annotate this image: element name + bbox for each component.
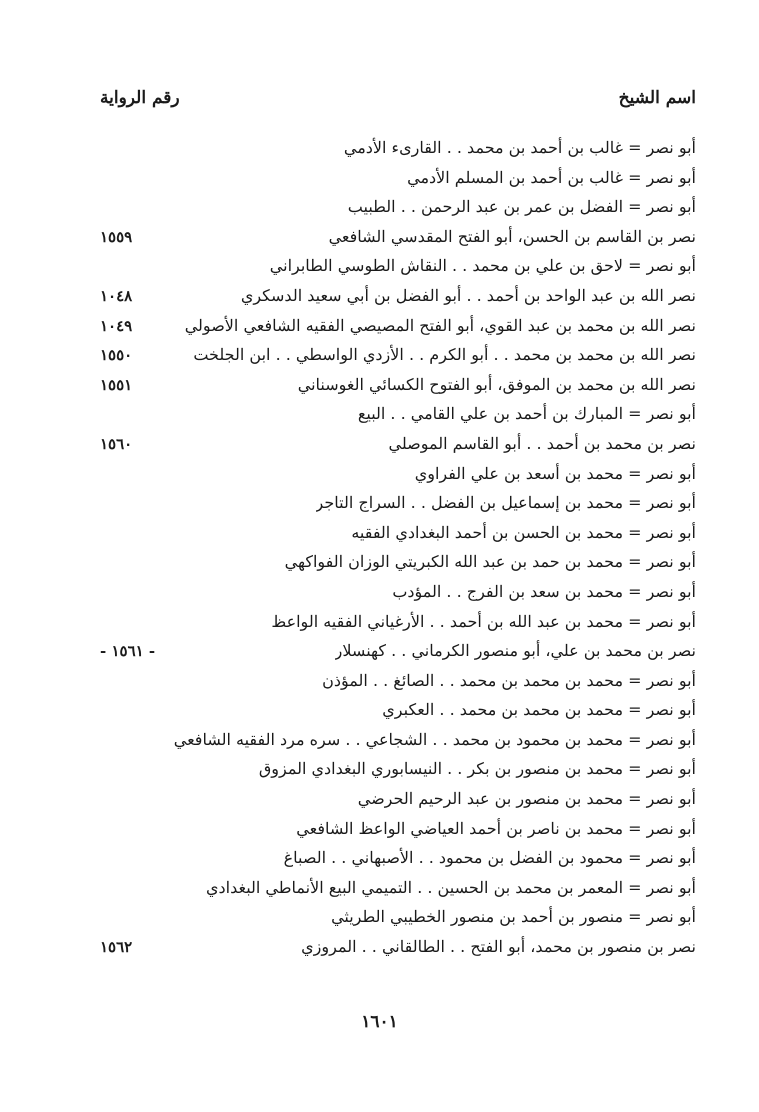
page-number: ١٦٠١ xyxy=(361,1012,398,1032)
narration-number: - ١٥٦١ - xyxy=(100,642,156,661)
sheikh-name: نصر بن القاسم بن الحسن، أبو الفتح المقدسي الشافعي xyxy=(328,226,696,246)
list-item xyxy=(100,137,696,167)
list-item xyxy=(100,285,696,315)
list-item xyxy=(100,226,696,256)
list-item xyxy=(100,729,696,759)
sheikh-name: أبو نصر = غالب بن أحمد بن محمد . . القارىء الأدمي xyxy=(343,138,696,157)
sheikh-name: أبو نصر = الفضل بن عمر بن عبد الرحمن . . الطبيب xyxy=(347,197,696,217)
sheikh-name: أبو نصر = محمد بن أسعد بن علي الفراوي xyxy=(414,463,696,483)
list-item xyxy=(100,522,696,552)
sheikh-name-heading: اسم الشيخ xyxy=(618,88,696,108)
list-item xyxy=(100,877,696,907)
list-item xyxy=(100,374,696,404)
list-item xyxy=(100,463,696,493)
sheikh-name: أبو نصر = غالب بن أحمد بن المسلم الأدمي xyxy=(407,167,696,187)
sheikh-name: نصر الله بن محمد بن محمد . . أبو الكرم . . الأزدي الواسطي . . ابن الجلخت xyxy=(193,345,696,365)
sheikh-name: نصر بن منصور بن محمد، أبو الفتح . . الطالقاني . . المروزي xyxy=(301,937,696,957)
list-item xyxy=(100,315,696,345)
narration-number-heading: رقم الرواية xyxy=(100,88,180,108)
list-item xyxy=(100,492,696,522)
sheikh-name: أبو نصر = محمود بن الفضل بن محمود . . الأصبهاني . . الصباغ xyxy=(283,848,696,868)
sheikh-name: أبو نصر = محمد بن منصور بن عبد الرحيم الحرضي xyxy=(357,789,696,809)
sheikh-name: نصر بن محمد بن أحمد . . أبو القاسم الموصلي xyxy=(388,433,696,453)
narration-number: ١٥٥٩ xyxy=(100,227,133,246)
list-item xyxy=(100,167,696,197)
sheikh-name: أبو نصر = محمد بن محمود بن محمد . . الشجاعي . . سره مرد الفقيه الشافعي xyxy=(173,729,696,749)
narration-number: ١٥٦٠ xyxy=(100,434,133,453)
sheikh-name: أبو نصر = محمد بن محمد بن محمد . . العكبري xyxy=(382,700,696,720)
list-item xyxy=(100,640,696,670)
sheikh-name: أبو نصر = محمد بن ناصر بن أحمد العياضي الواعظ الشافعي xyxy=(296,818,696,838)
list-item xyxy=(100,433,696,463)
narration-number: ١٠٤٨ xyxy=(100,286,133,305)
list-item xyxy=(100,936,696,966)
sheikh-name: أبو نصر = محمد بن إسماعيل بن الفضل . . السراج التاجر xyxy=(315,493,696,513)
list-item xyxy=(100,611,696,641)
sheikh-name: أبو نصر = محمد بن محمد بن محمد . . الصائغ . . المؤذن xyxy=(322,670,696,690)
sheikh-name: أبو نصر = محمد بن منصور بن بكر . . النيسابوري البغدادي المزوق xyxy=(258,759,696,779)
sheikh-name: نصر بن محمد بن علي، أبو منصور الكرماني . . كهنسلار xyxy=(334,641,696,661)
sheikh-name: أبو نصر = المعمر بن محمد بن الحسين . . التميمي البيع الأنماطي البغدادي xyxy=(205,877,696,897)
entries-list xyxy=(100,137,696,966)
sheikh-name: أبو نصر = محمد بن الحسن بن أحمد البغدادي الفقيه xyxy=(351,522,696,542)
narration-number: ١٥٦٢ xyxy=(100,938,133,957)
list-item xyxy=(100,818,696,848)
list-item xyxy=(100,255,696,285)
list-item xyxy=(100,699,696,729)
sheikh-name: أبو نصر = محمد بن سعد بن الفرج . . المؤدب xyxy=(392,581,696,601)
sheikh-name: نصر الله بن محمد بن عبد القوي، أبو الفتح المصيصي الفقيه الشافعي الأصولي xyxy=(184,315,696,335)
list-item xyxy=(100,196,696,226)
list-item xyxy=(100,788,696,818)
list-item xyxy=(100,847,696,877)
table-header xyxy=(100,88,696,118)
narration-number: ١٠٤٩ xyxy=(100,316,133,335)
sheikh-name: نصر الله بن محمد بن الموفق، أبو الفتوح الكسائي الغوسناني xyxy=(297,374,696,394)
list-item xyxy=(100,670,696,700)
sheikh-name: أبو نصر = لاحق بن علي بن محمد . . النقاش الطوسي الطابراني xyxy=(269,256,696,276)
sheikh-name: أبو نصر = محمد بن حمد بن عبد الله الكبريتي الوزان الفواكهي xyxy=(284,552,696,572)
narration-number: ١٥٥١ xyxy=(100,375,133,394)
list-item xyxy=(100,906,696,936)
sheikh-name: أبو نصر = محمد بن عبد الله بن أحمد . . الأرغياني الفقيه الواعظ xyxy=(271,611,696,631)
sheikh-name: نصر الله بن عبد الواحد بن أحمد . . أبو الفضل بن أبي سعيد الدسكري xyxy=(240,285,696,305)
sheikh-name: أبو نصر = منصور بن أحمد بن منصور الخطيبي الطريثي xyxy=(331,907,696,927)
list-item xyxy=(100,758,696,788)
list-item xyxy=(100,344,696,374)
list-item xyxy=(100,403,696,433)
list-item xyxy=(100,581,696,611)
narration-number: ١٥٥٠ xyxy=(100,346,133,365)
sheikh-name: أبو نصر = المبارك بن أحمد بن علي القامي . . البيع xyxy=(357,404,696,424)
list-item xyxy=(100,551,696,581)
